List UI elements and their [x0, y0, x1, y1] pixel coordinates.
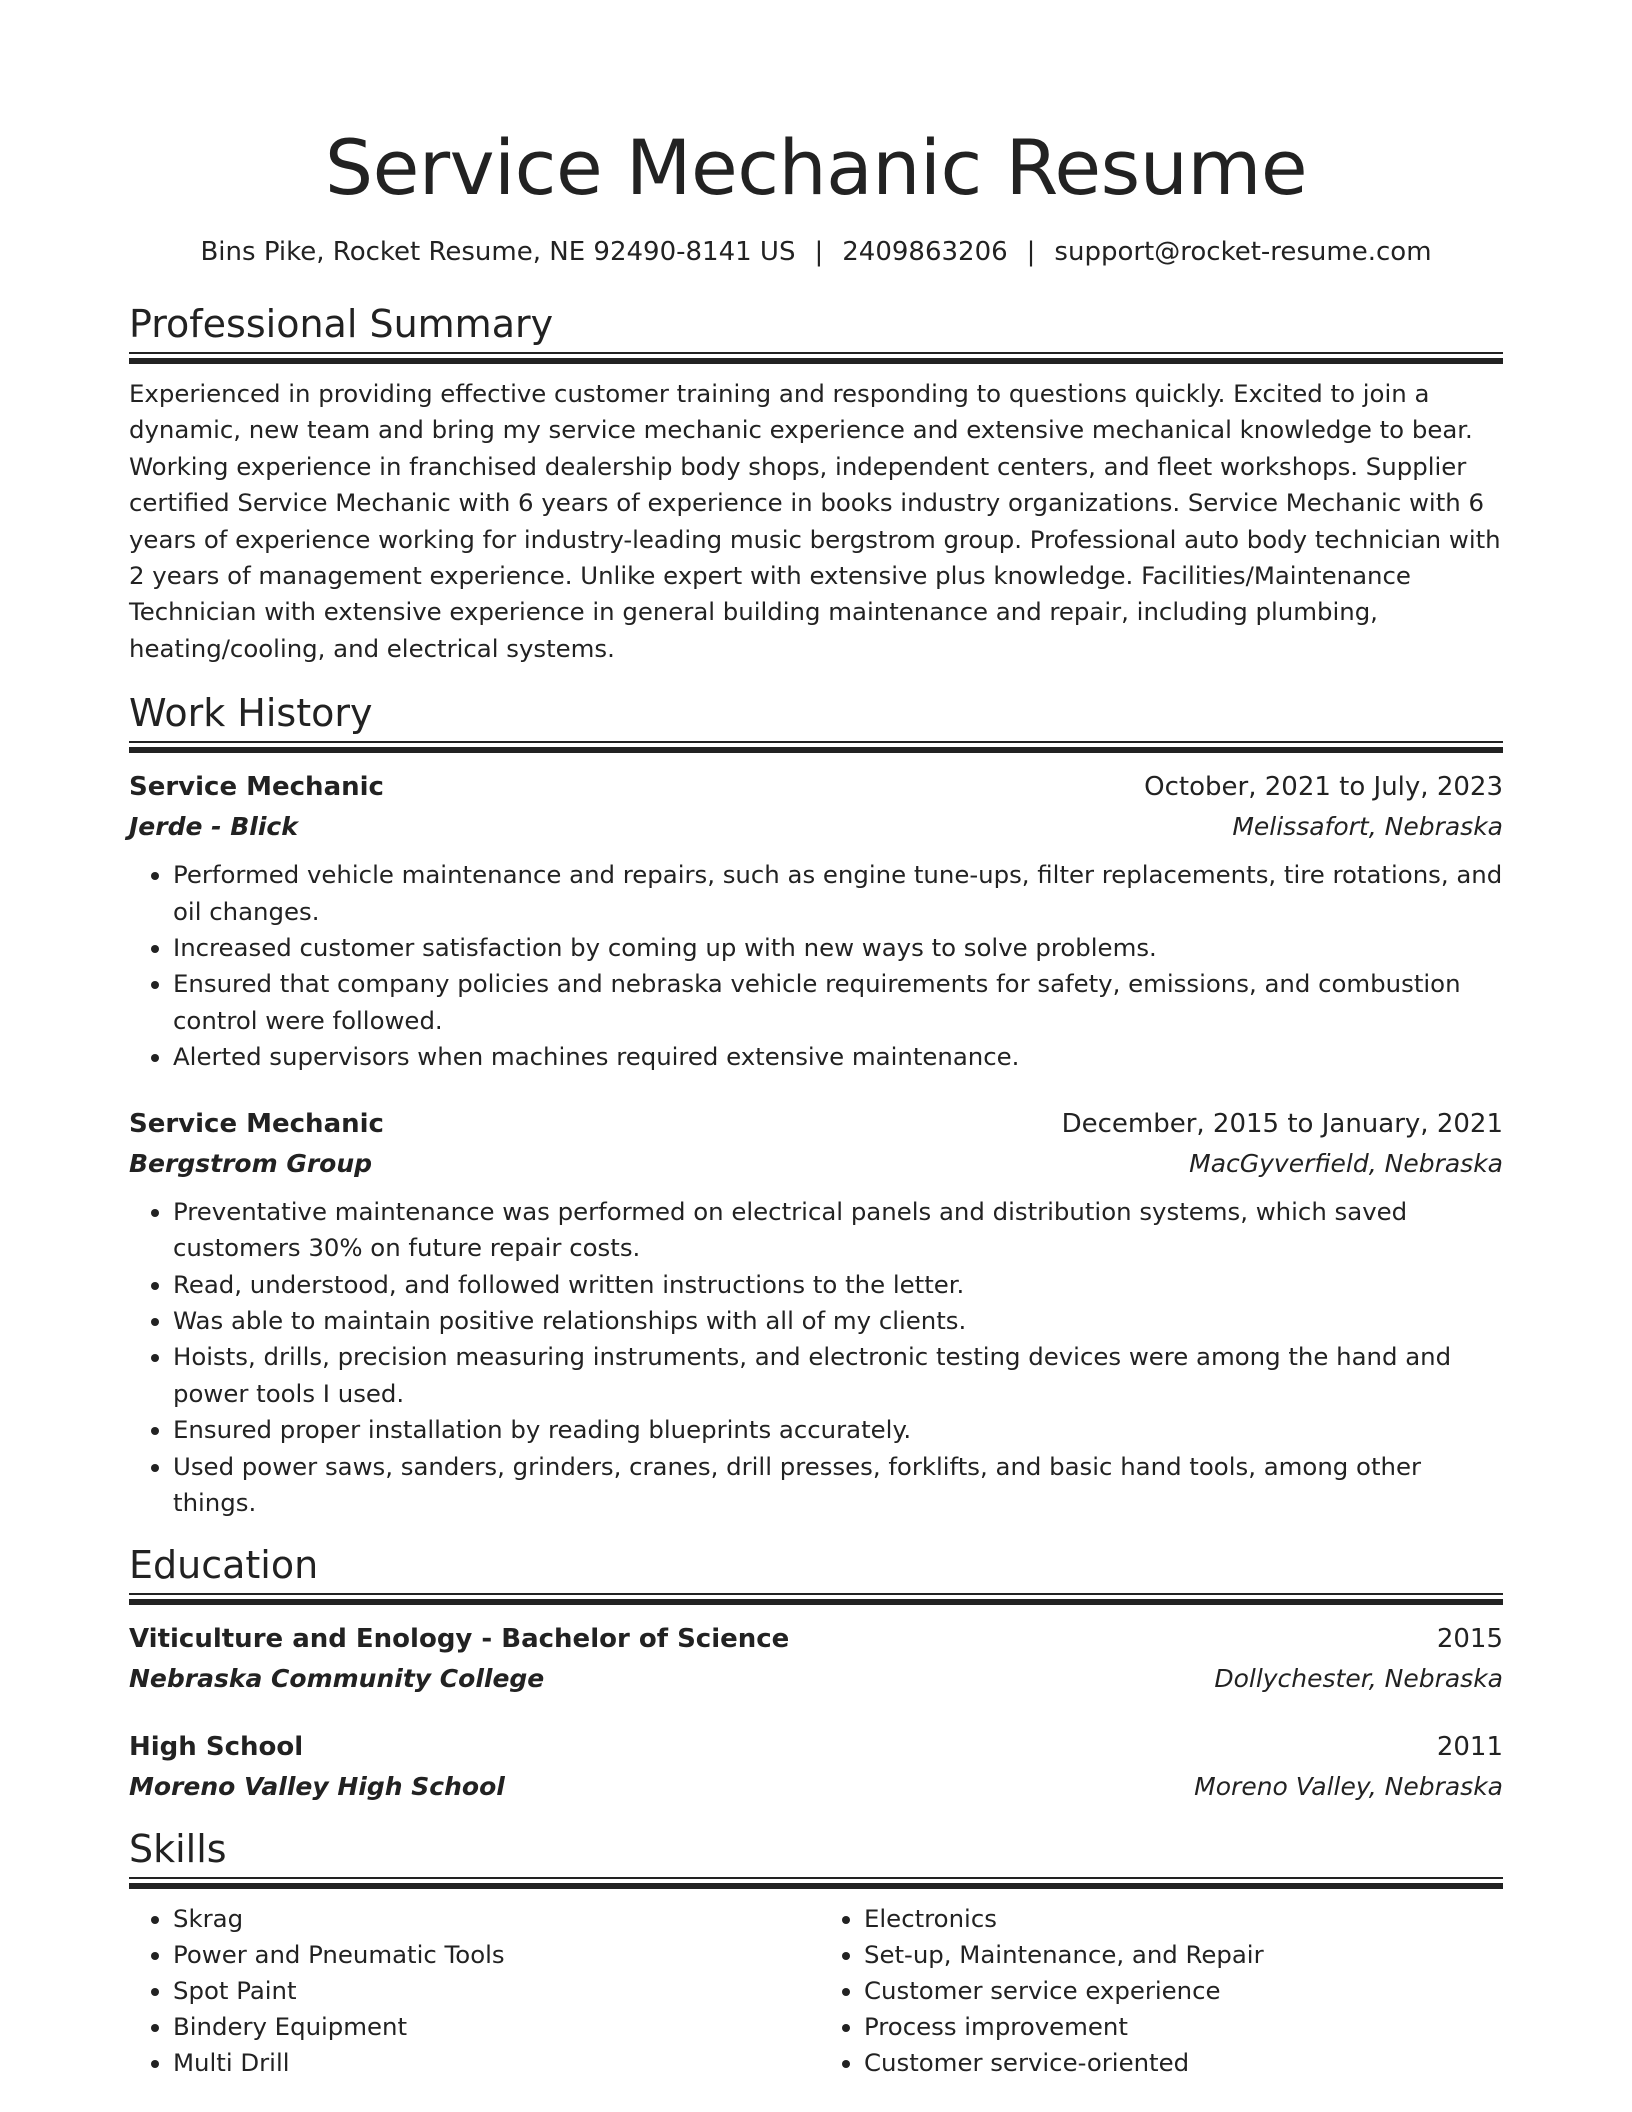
job-entry	[129, 767, 1503, 1075]
skill-item: • Skrag	[173, 1901, 816, 1937]
list-item: • Used power saws, sanders, grinders, cranes, drill presses, forklifts, and basic hand tools, among other things.	[173, 1449, 1503, 1522]
education-school: Nebraska Community College	[129, 1664, 545, 1694]
job-location: Melissafort, Nebraska	[1232, 812, 1503, 842]
skills-list-left	[129, 1901, 816, 2081]
contact-email: support@rocket-resume.com	[1054, 237, 1432, 267]
list-item: • Ensured that company policies and nebraska vehicle requirements for safety, emissions, and combustion control were followed.	[173, 966, 1503, 1039]
resume-title: Service Mechanic Resume	[324, 123, 1308, 212]
skill-item: • Process improvement	[864, 2009, 1503, 2045]
job-dates: December, 2015 to January, 2021	[1061, 1108, 1503, 1139]
skills-list-right	[816, 1901, 1503, 2081]
list-item: • Performed vehicle maintenance and repairs, such as engine tune-ups, filter replacements, tire rotations, and oil changes.	[173, 857, 1503, 930]
education-section	[129, 1541, 1503, 1807]
skill-item: • Customer service-oriented	[864, 2045, 1503, 2081]
education-degree: High School	[129, 1732, 304, 1763]
skill-item: • Multi Drill	[173, 2045, 816, 2081]
contact-line	[129, 234, 1503, 270]
summary-text: Experienced in providing effective customer training and responding to questions quickly. Excited to join a dynamic, new team and bring my service mechanic experience and extensive mechanical knowledge to bear. Working experience in franchised dealership body shops, independent centers, and fleet workshops. Supplier certified Service Mechanic with 6 years of experience in books industry organizations. Service Mechanic with 6 years of experience working for industry-leading music bergstrom group. Professional auto body technician with 2 years of management experience. Unlike expert with extensive plus knowledge. Facilities/Maintenance Technician with extensive experience in general building maintenance and repair, including plumbing, heating/cooling, and electrical systems.	[129, 379, 1501, 663]
list-item: • Preventative maintenance was performed on electrical panels and distribution systems, which saved customers 30% on future repair costs.	[173, 1194, 1503, 1267]
education-entry	[129, 1619, 1503, 1699]
skill-item: • Power and Pneumatic Tools	[173, 1937, 816, 1973]
section-divider	[129, 741, 1503, 753]
work-history-heading: Work History	[129, 691, 373, 736]
contact-phone: 2409863206	[842, 237, 1008, 267]
job-company-row	[129, 1144, 1503, 1184]
job-entry	[129, 1104, 1503, 1522]
list-item: • Alerted supervisors when machines required extensive maintenance.	[173, 1039, 1503, 1075]
skill-item: • Bindery Equipment	[173, 2009, 816, 2045]
job-bullets	[129, 857, 1503, 1075]
education-school-row	[129, 1767, 1503, 1807]
job-company-row	[129, 807, 1503, 847]
section-divider	[129, 1877, 1503, 1889]
contact-separator: |	[1026, 237, 1036, 267]
contact-separator: |	[814, 237, 824, 267]
job-company: Jerde - Blick	[129, 812, 298, 842]
job-dates: October, 2021 to July, 2023	[1144, 772, 1503, 803]
summary-section	[129, 300, 1503, 667]
work-history-section	[129, 689, 1503, 1521]
job-title: Service Mechanic	[129, 1108, 384, 1139]
education-entry	[129, 1727, 1503, 1807]
list-item: • Read, understood, and followed written instructions to the letter.	[173, 1267, 1503, 1303]
skills-section	[129, 1825, 1503, 2081]
skills-heading: Skills	[129, 1827, 227, 1872]
job-bullets	[129, 1194, 1503, 1522]
job-location: MacGyverfield, Nebraska	[1189, 1148, 1503, 1178]
education-school-row	[129, 1659, 1503, 1699]
education-heading: Education	[129, 1543, 319, 1588]
education-header-row	[129, 1619, 1503, 1659]
education-year: 2015	[1436, 1624, 1503, 1655]
section-divider	[129, 352, 1503, 364]
skill-item: • Set-up, Maintenance, and Repair	[864, 1937, 1503, 1973]
list-item: • Increased customer satisfaction by coming up with new ways to solve problems.	[173, 930, 1503, 966]
education-location: Dollychester, Nebraska	[1214, 1664, 1503, 1694]
job-title: Service Mechanic	[129, 772, 384, 803]
job-header-row	[129, 1104, 1503, 1144]
list-item: • Ensured proper installation by reading blueprints accurately.	[173, 1412, 1503, 1448]
skills-columns	[129, 1901, 1503, 2081]
skill-item: • Spot Paint	[173, 1973, 816, 2009]
skill-item: • Electronics	[864, 1901, 1503, 1937]
job-header-row	[129, 767, 1503, 807]
section-divider	[129, 1593, 1503, 1605]
skill-item: • Customer service experience	[864, 1973, 1503, 2009]
list-item: • Hoists, drills, precision measuring instruments, and electronic testing devices were among the hand and power tools I used.	[173, 1339, 1503, 1412]
education-year: 2011	[1436, 1732, 1503, 1763]
education-degree: Viticulture and Enology - Bachelor of Science	[129, 1624, 790, 1655]
list-item: • Was able to maintain positive relationships with all of my clients.	[173, 1303, 1503, 1339]
job-company: Bergstrom Group	[129, 1148, 373, 1178]
contact-address: Bins Pike, Rocket Resume, NE 92490-8141 US	[200, 237, 796, 267]
education-location: Moreno Valley, Nebraska	[1194, 1772, 1503, 1802]
summary-heading: Professional Summary	[129, 302, 554, 346]
education-school: Moreno Valley High School	[129, 1772, 505, 1802]
education-header-row	[129, 1727, 1503, 1767]
